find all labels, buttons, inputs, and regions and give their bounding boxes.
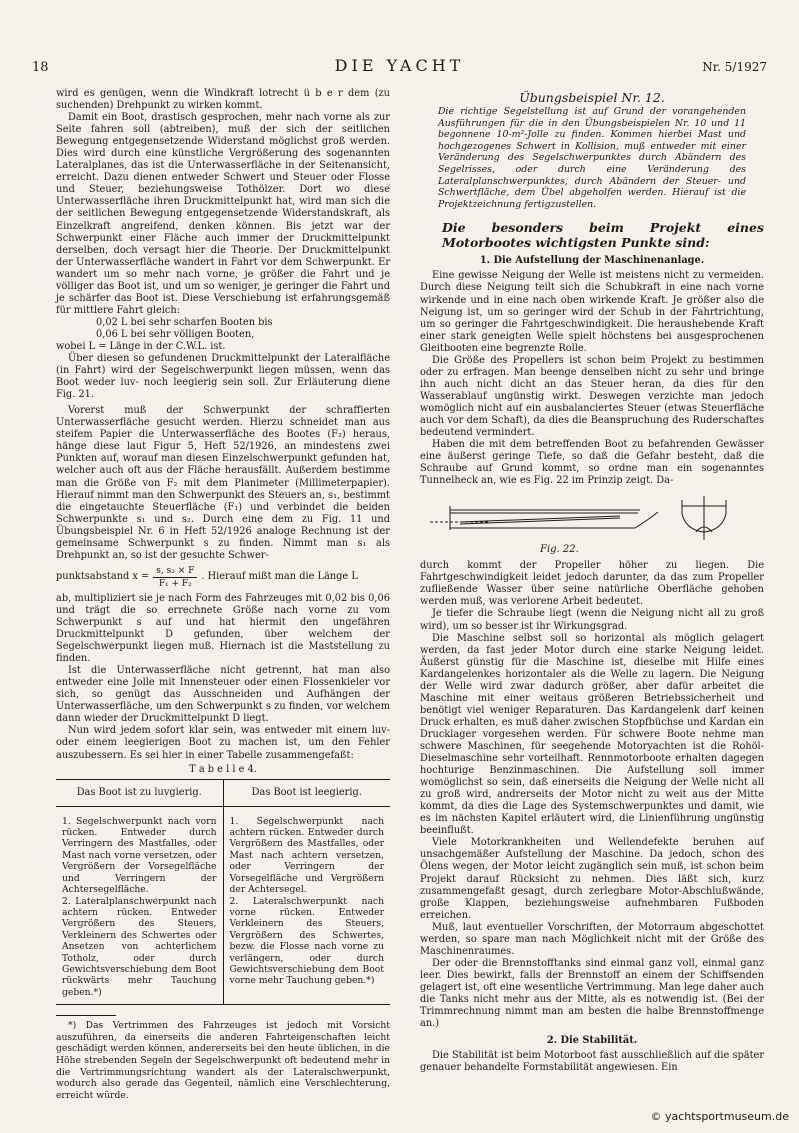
paragraph: Über diesen so gefundenen Druckmittelpunkt der Lateralfläche (in Fahrt) wird der Segelschwerpunkt liegen müssen, wenn das Boot weder luv- noch leegierig sein soll. Zur Erläuterung diene Fig. 21. (56, 353, 390, 401)
table-cell-item: 1. Segelschwerpunkt nach vorn rücken. Entweder durch Verringern des Mastfalles, oder Mast nach vorne versetzen, oder Vergrößern der Vorsegelfläche und Verringern der Achtersegelfläche. (62, 815, 217, 896)
paragraph: Je tiefer die Schraube liegt (wenn die Neigung nicht all zu groß wird), um so besser ist ihr Wirkungsgrad. (420, 608, 764, 632)
table-cell (224, 807, 391, 1005)
subheading: 2. Die Stabilität. (546, 1035, 638, 1047)
paragraph: Die Größe des Propellers ist schon beim Projekt zu bestimmen oder zu erfragen. Man beenge denselben nicht zu sehr und bringe ihn auch nicht dicht an das Steuer heran, da dies für den Wasserablauf ungünstig wirkt. Deswegen verzichte man jedoch womöglich nicht auf ein ausbalanciertes Steuer (etwas Steuerfläche auch vor dem Schaft), da dies die Beanspruchung des Ruderschaftes bedeutend vermindert. (420, 354, 764, 439)
watermark: © yachtsportmuseum.de (650, 1110, 789, 1123)
fraction-numerator: s, s₂ × F (153, 565, 197, 578)
formula-prefix: punktsabstand x = (56, 571, 150, 583)
table-cell-item: 1. Segelschwerpunkt nach achtern rücken. Entweder durch Vergrößern des Mastfalles, oder Mast nach achtern versetzen, oder Verringern der Vorsegelfläche und Vergrößern der Achtersegel. (229, 815, 384, 896)
table-header-row (56, 780, 390, 807)
table-header-cell: Das Boot ist zu luvgierig. (56, 780, 224, 806)
footnote-rule (56, 1015, 116, 1016)
paragraph: Die Stabilität ist beim Motorboot fast ausschließlich auf die später genauer behandelte Formstabilität angewiesen. Ein (420, 1050, 764, 1074)
paragraph: Damit ein Boot, drastisch gesprochen, mehr nach vorne als zur Seite fahren soll (abtreiben), muß der sich der seitlichen Bewegung entgegensetzende Widerstand möglichst groß werden. Dies wird durch eine künstliche Vergrößerung des sogenannten Lateralplanes, das ist die Unterwasserfläche in der Seitenansicht, erreicht. Dazu dienen entweder Schwert und Steuer oder Flosse und Steuer, beziehungsweise Tothölzer. Dort wo diese Unterwasserfläche ihren Druckmittelpunkt hat, wird man sich die der seitlichen Bewegung entgegensetzende Widerstandskraft, als Einzelkraft angreifend, denken können. Bis jetzt war der Schwerpunkt einer Fläche auch immer der Druckmittelpunkt derselben, doch versagt hier die Theorie. Der Druckmittelpunkt der Unterwasserfläche wandert in Fahrt vor dem Schwerpunkt. Er wandert um so mehr nach vorne, je größer die Fahrt und je völliger das Boot ist, und um so weniger, je geringer die Fahrt und je schärfer das Boot ist. Diese Verschiebung ist erfahrungsgemäß für mittlere Fahrt gleich: (56, 112, 390, 316)
paragraph: Haben die mit dem betreffenden Boot zu befahrenden Gewässer eine äußerst geringe Tiefe, so daß die Gefahr besteht, daß die Schraube auf Grund kommt, so ordne man ein sogenanntes Tunnelheck an, wie es Fig. 22 im Prinzip zeigt. Da- (420, 439, 764, 487)
table-cell (56, 807, 224, 1005)
formula-suffix: . Hierauf mißt man die Länge L (201, 571, 358, 583)
paragraph: ab, multipliziert sie je nach Form des Fahrzeuges mit 0,02 bis 0,06 und trägt die so errechnete Größe nach vorne zu vom Schwerpunkt s auf und hat hiermit den ungefähren Druckmittelpunkt D gefunden, über welchem der Segelschwerpunkt liegen muß. Hiernach ist die Maststellung zu finden. (56, 592, 390, 665)
example-text: Die richtige Segelstellung ist auf Grund der vorangehenden Ausführungen für die in den Übungsbeispielen Nr. 10 und 11 begonnene 10-m²-Jolle zu finden. Kommen hierbei Mast und hochgezogenes Schwert in Kollision, muß entweder mit einer Veränderung des Segelschwerpunktes durch Abändern des Segelrisses, oder durch eine Veränderung des Lateralplanschwerpunktes, durch Abändern der Steuer- und Schwertfläche, dem Übel abgeholfen werden. Hierauf ist die Projektzeichnung fertigzustellen. (438, 106, 746, 210)
figure-caption: Fig. 22. (540, 544, 579, 556)
paragraph: Eine gewisse Neigung der Welle ist meistens nicht zu vermeiden. Durch diese Neigung teilt sich die Schubkraft in eine nach vorne wirkende und in eine nach oben wirkende Kraft. Je größer also die Neigung ist, um so geringer wird der Schub in der Fahrtrichtung, um so geringer die Fahrtgeschwindigkeit. Die heraushebende Kraft einer stark geneigten Welle spielt höchstens bei ausgesprochenen Gleitbooten eine begrenzte Rolle. (420, 270, 764, 354)
paragraph: Muß, laut eventueller Vorschriften, der Motorraum abgeschottet werden, so spare man nach Möglichkeit nicht mit der Größe des Maschinenraumes. (420, 921, 764, 957)
table-title: T a b e l l e 4. (189, 763, 257, 775)
page-number: 18 (32, 60, 49, 75)
table-cell-item: 2. Lateralplanschwerpunkt nach achtern rücken. Entweder Vergrößern des Steuers, Verkleinern des Schwertes oder Ansetzen von achterlichem Totholz, oder durch Gewichtsverschiebung dem Boot rückwärts mehr Tauchung geben.*) (62, 895, 217, 998)
paragraph: Viele Motorkrankheiten und Wellendefekte beruhen auf unsachgemäßer Aufstellung der Maschine. Da jedoch, schon des Ölens wegen, der Motor leicht zugänglich sein muß, ist schon beim Projekt darauf Rücksicht zu nehmen. Dies läßt sich, kurz zusammengefaßt gesagt, durch zerlegbare Motor-Abschlußwände, große Klappen, beziehungsweise aufnehmbaren Fußboden erreichen. (420, 837, 764, 921)
paragraph: durch kommt der Propeller höher zu liegen. Die Fahrtgeschwindigkeit leidet jedoch darunter, da das zum Propeller zufließende Wasser über seine natürliche Oberfläche gehoben werden muß, was verlorene Arbeit bedeutet. (420, 560, 764, 608)
paragraph: Die Maschine selbst soll so horizontal als möglich gelagert werden, da fast jeder Motor durch eine starke Neigung leidet. Äußerst günstig für die Maschine ist, dieselbe mit Hilfe eines Kardangelenkes horizontaler als die Welle zu lagern. Die Neigung der Welle wird zwar dadurch größer, aber dafür arbeitet die Maschine mit einer weitaus größeren Betriebssicherheit und benötigt viel weniger Reparaturen. Das Kardangelenk darf keinen Druck erhalten, es muß daher zwischen Stopfbüchse und Kardan ein Drucklager vorgesehen werden. Für schwere Boote nehme man schwere Maschinen, für seegehende Motoryachten ist die Rohöl-Dieselmaschine sehr vorteilhaft. Rennmotorboote erhalten dagegen hochturige Benzinmaschinen. Die Aufstellung soll immer womöglichst so sein, daß einerseits die Neigung der Welle nicht all zu groß wird, andrerseits der Motor nicht zu weit aus der Mitte kommt, da dies die Lage des Systemschwerpunktes und damit, wie es im nächsten Kapitel erläutert wird, die Linienführung ungünstig beeinflußt. (420, 632, 764, 837)
right-column (420, 88, 764, 1074)
paragraph: Der oder die Brennstofftanks sind einmal ganz voll, einmal ganz leer. Dies bewirkt, falls der Brennstoff an einem der Schiffsenden gelagert ist, oft eine wesentliche Vertrimmung. Man lege daher auch die Tanks nicht mehr aus der Mitte, als es notwendig ist. (Bei der Trimmrechnung nimmt man am besten die halbe Brennstoffmenge an.) (420, 957, 764, 1030)
table-header-cell: Das Boot ist leegierig. (251, 786, 362, 798)
fraction (153, 565, 197, 590)
paragraph: Vorerst muß der Schwerpunkt der schraffierten Unterwasserfläche gesucht werden. Hierzu schneidet man aus steifem Papier die Unterwasserfläche des Bootes (F₂) heraus, hänge diese laut Figur 5, Heft 52/1926, an mindestens zwei Punkten auf, worauf man diesen Einzelschwerpunkt gefunden hat, welcher auch oft aus der Fläche herausfällt. Außerdem bestimme man die Größe von F₂ mit dem Planimeter (Millimeterpapier). Hierauf nimmt man den Schwerpunkt des Steuers an, s₁, bestimmt die eingetauchte Steuerfläche (F₁) und verbindet die beiden Schwerpunkte s₁ und s₂. Durch eine dem zu Fig. 11 und Übungsbeispiel Nr. 6 in Heft 52/1926 analoge Rechnung ist der gemeinsame Schwerpunkt s zu finden. Nimmt man s₁ als Drehpunkt an, so ist der gesuchte Schwer- (56, 405, 390, 561)
list-item: 0,02 L bei sehr scharfen Booten bis (96, 316, 273, 328)
table (56, 779, 390, 1006)
paragraph: wobei L = Länge in der C.W.L. ist. (56, 340, 226, 352)
figure-22 (420, 492, 764, 558)
journal-title: DIE YACHT (334, 56, 465, 75)
fraction-denominator: F₁ + F₂ (158, 578, 192, 589)
table-cell-item: 2. Lateralschwerpunkt nach vorne rücken. Entweder Verkleinern des Steuers, Vergrößern des Schwertes, bezw. die Flosse nach vorne zu verlängern, oder durch Gewichtsverschiebung dem Boot vorne mehr Tauchung geben.*) (229, 895, 384, 987)
table-row (56, 807, 390, 1005)
paragraph: wird es genügen, wenn die Windkraft lotrecht ü b e r dem (zu suchenden) Drehpunkt zu wirken kommt. (56, 88, 390, 112)
example-title: Übungsbeispiel Nr. 12. (519, 90, 665, 105)
issue-number: Nr. 5/1927 (702, 60, 767, 74)
subheading: 1. Die Aufstellung der Maschinenanlage. (479, 255, 705, 267)
paragraph: Nun wird jedem sofort klar sein, was entweder mit einem luv- oder einem leegierigen Boot zu machen ist, um den Fehler auszubessern. Es sei hier in einer Tabelle zusammengefaßt: (56, 725, 390, 761)
left-column (56, 88, 390, 1101)
page-header (32, 54, 767, 76)
section-heading: Die besonders beim Projekt eines Motorbootes wichtigsten Punkte sind: (442, 220, 764, 251)
tunnel-stern-drawing (420, 492, 764, 548)
formula (56, 565, 390, 590)
list-item: 0,06 L bei sehr völligen Booten, (96, 328, 255, 340)
footnote: *) Das Vertrimmen des Fahrzeuges ist jedoch mit Vorsicht auszuführen, da einerseits die anderen Fahrteigenschaften leicht geschädigt werden können, andererseits bei den heute üblichen, in die Höhe strebenden Segeln der Segelschwerpunkt oft bedeutend mehr in die Vertrimmungsrichtung wandert als der Lateralschwerpunkt, wodurch also gerade das Gegenteil, nämlich eine Verschlechterung, erreicht würde. (56, 1020, 390, 1101)
paragraph: Ist die Unterwasserfläche nicht getrennt, hat man also entweder eine Jolle mit Innensteuer oder einen Flossenkieler vor sich, so genügt das Ausschneiden und Aufhängen der Unterwasserfläche, um den Schwerpunkt s zu finden, vor welchem dann wieder der Druckmittelpunkt D liegt. (56, 665, 390, 725)
